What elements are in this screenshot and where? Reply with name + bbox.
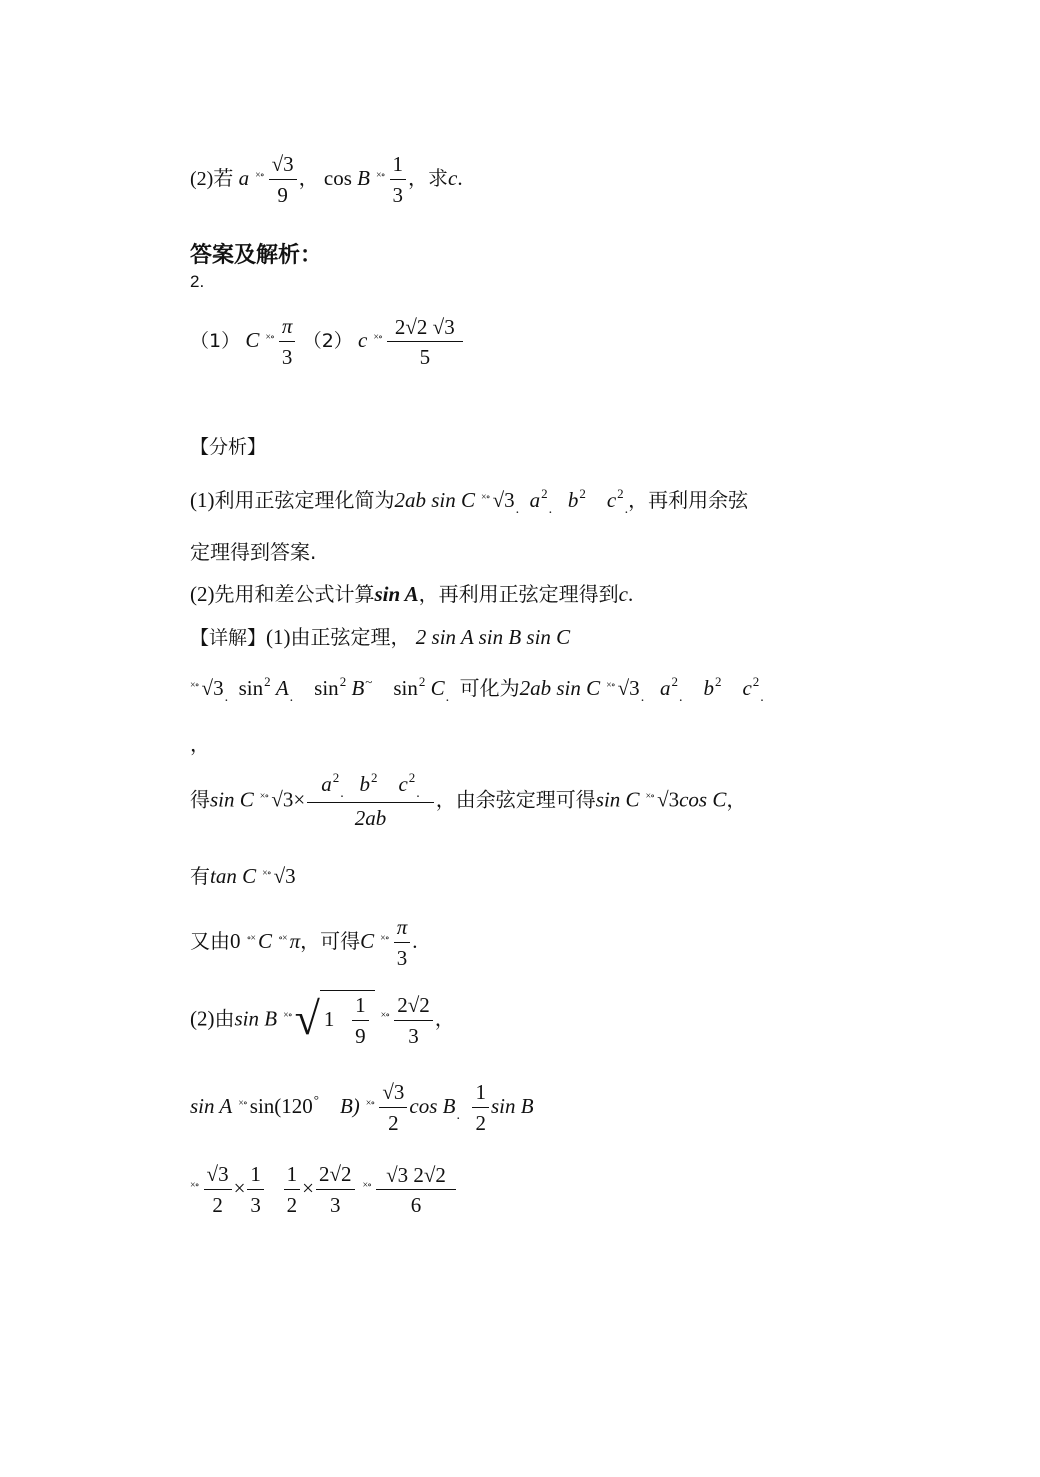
garbled-equals-glyph: ×∘ bbox=[373, 331, 382, 343]
garbled-equals-glyph: ×∘ bbox=[645, 791, 655, 803]
detail-text-6b: ，可得 bbox=[300, 928, 361, 953]
expr-sinA: sin A bbox=[190, 1093, 233, 1118]
expr-tanC: tan C bbox=[210, 864, 257, 888]
sqrt3: √3 bbox=[271, 787, 294, 812]
exponent-2: 2 bbox=[339, 674, 347, 689]
var-b: b bbox=[359, 772, 370, 796]
answer-part-1-label: （1） bbox=[190, 329, 241, 352]
fraction-denominator: 3 bbox=[281, 345, 293, 369]
one: 1 bbox=[323, 1006, 335, 1031]
exponent-2: 2 bbox=[332, 770, 340, 785]
detail-line-4 bbox=[190, 770, 746, 833]
exponent-2: 2 bbox=[671, 674, 678, 689]
expr-cosC: cos C bbox=[679, 787, 727, 812]
you-text: 有 bbox=[190, 864, 210, 888]
detail-line-7 bbox=[190, 990, 455, 1051]
question-line bbox=[190, 150, 463, 210]
fraction-numerator: $a^2_.$ $b^2$ $c^2_.$ bbox=[307, 770, 434, 803]
expr-2ab-sinC: 2ab sin C bbox=[394, 488, 476, 512]
exponent-2: 2 bbox=[370, 770, 378, 785]
detail-part-2: (2) bbox=[190, 1006, 215, 1031]
fraction-denominator: 9 bbox=[355, 1024, 366, 1048]
analysis-line-2: 定理得到答案. bbox=[190, 540, 317, 564]
times-sign: × bbox=[293, 787, 306, 812]
fraction-denominator: 3 bbox=[408, 1023, 419, 1048]
var-a: a bbox=[238, 165, 250, 190]
sqrt3: √3 bbox=[492, 488, 515, 512]
fraction-numerator: 2√2 bbox=[316, 1160, 355, 1190]
garbled-equals-glyph: ×∘ bbox=[481, 492, 490, 503]
fraction-1-over-9 bbox=[352, 991, 369, 1051]
times-sign: × bbox=[302, 1175, 315, 1200]
var-a: a bbox=[529, 488, 541, 512]
fraction-numerator: 2√2 √3 bbox=[387, 313, 463, 342]
fraction-numerator: π bbox=[279, 312, 296, 342]
var-c: c bbox=[398, 772, 408, 796]
garbled-equals-glyph: ×∘ bbox=[262, 868, 271, 879]
zero: 0 bbox=[230, 928, 241, 953]
exponent-2: 2 bbox=[617, 486, 624, 501]
fraction-numerator: √3 bbox=[269, 150, 297, 180]
garbled-equals-glyph: ×∘ bbox=[255, 169, 264, 181]
degree-glyph: ° bbox=[313, 1091, 319, 1107]
fraction-1-over-3 bbox=[390, 150, 407, 210]
fraction-denominator: 6 bbox=[410, 1192, 422, 1217]
fraction-numerator: 1 bbox=[284, 1160, 301, 1190]
detail-line-2: ×∘ $√3_.$ $\sin^2 A_.$ $\sin^2 B^\sim$ $\sin^2 C_.$ 可化为2ab sin C ×∘ $√3_.$ $a^2_.$ $b^2$ $c^2_.$ bbox=[190, 674, 764, 705]
period: . bbox=[628, 582, 634, 606]
fraction-denominator: 3 bbox=[396, 946, 408, 970]
var-c: c bbox=[358, 327, 368, 352]
comma: ， bbox=[408, 165, 429, 190]
expr-sinB: sin B bbox=[490, 1093, 534, 1118]
garbled-lt-glyph: ∘× bbox=[246, 932, 256, 944]
garbled-equals-glyph: ×∘ bbox=[362, 1179, 372, 1191]
fraction-answer-c bbox=[387, 313, 463, 372]
comma: ， bbox=[434, 1006, 455, 1031]
answer-number: 2. bbox=[190, 272, 205, 291]
expr-sinB: sin B bbox=[234, 1006, 278, 1031]
fraction-denominator: 5 bbox=[419, 344, 431, 369]
detail-line-5 bbox=[190, 860, 296, 889]
garbled-equals-glyph: ×∘ bbox=[365, 1097, 375, 1109]
radical-sign: √ bbox=[294, 993, 320, 1044]
fraction-numerator: √3 2√2 bbox=[376, 1161, 456, 1190]
fraction-numerator: √3 bbox=[379, 1078, 407, 1108]
expr-sinA: sin A bbox=[374, 582, 419, 606]
exponent-2: 2 bbox=[752, 674, 760, 689]
garbled-equals-glyph: ×∘ bbox=[238, 1097, 247, 1109]
analysis-text-3b: ，再利用正弦定理得到 bbox=[418, 582, 619, 606]
fraction-denominator: 3 bbox=[392, 183, 404, 207]
detail-text-6: 又由 bbox=[190, 928, 230, 953]
garbled-equals-glyph: ×∘ bbox=[375, 169, 385, 181]
exponent-2: 2 bbox=[264, 674, 271, 689]
tilde-glyph: ~ bbox=[365, 674, 373, 689]
expr-2sinAsinBsinC: 2 sin A sin B sin C bbox=[415, 625, 571, 649]
analysis-label: 【分析】 bbox=[190, 436, 267, 458]
detail-line-1 bbox=[190, 621, 570, 650]
sqrt3: √3 bbox=[273, 864, 296, 888]
fraction-denominator: 2ab bbox=[354, 806, 387, 830]
analysis-part-1: (1) bbox=[190, 488, 215, 512]
detail-text-1: 由正弦定理， bbox=[290, 625, 411, 649]
comma: ， bbox=[726, 787, 747, 812]
exponent-2: 2 bbox=[714, 674, 722, 689]
fraction-sqrt3-over-2 bbox=[379, 1078, 407, 1138]
fraction-numerator: π bbox=[394, 913, 411, 943]
var-C: C bbox=[430, 676, 445, 700]
fraction-final-sinA bbox=[376, 1161, 456, 1220]
part-label: (2) bbox=[190, 167, 214, 190]
sin-text: sin bbox=[314, 676, 339, 700]
var-c: c bbox=[448, 165, 458, 190]
detail-text-7: 由 bbox=[214, 1006, 235, 1031]
detail-line-8: sin A ×∘ sin(120° B) ×∘ $\frac{√3}{2}$ $\cos B_.$ $\frac{1}{2}$ sin B bbox=[190, 1078, 534, 1138]
sin120: sin(120 bbox=[249, 1093, 313, 1118]
var-A: A bbox=[275, 676, 289, 700]
fraction-numerator: 1 bbox=[390, 150, 407, 180]
var-C: C bbox=[258, 928, 273, 953]
ask-text: 求 bbox=[428, 165, 449, 190]
var-b: b bbox=[703, 676, 714, 700]
var-c: c bbox=[618, 582, 628, 606]
var-a: a bbox=[321, 772, 332, 796]
detail-part-1: (1) bbox=[266, 625, 291, 649]
var-c: c bbox=[742, 676, 752, 700]
sin-text: sin bbox=[238, 676, 264, 700]
expr-cosB: cos B bbox=[409, 1093, 456, 1118]
fraction-denominator: 2 bbox=[388, 1111, 399, 1135]
analysis-line-1: (1)利用正弦定理化简为2ab sin C ×∘ $√3_.$ $a^2_.$ $b^2$ $c^2_.$，再利用余弦 bbox=[190, 486, 749, 517]
fraction-1-over-2 bbox=[472, 1078, 489, 1138]
fraction-sqrt3-over-2 bbox=[204, 1160, 232, 1220]
expr-2ab-sinC: 2ab sin C bbox=[519, 676, 601, 700]
exponent-2: 2 bbox=[541, 486, 548, 501]
fraction-1-over-2 bbox=[284, 1160, 301, 1220]
exponent-2: 2 bbox=[408, 770, 416, 785]
de-text: 得 bbox=[190, 787, 210, 812]
sqrt3: √3 bbox=[201, 676, 224, 700]
detail-line-3: ， bbox=[190, 732, 210, 756]
fraction-pi-over-3 bbox=[394, 913, 411, 973]
cos-text: cos bbox=[323, 165, 352, 190]
answer-summary-line bbox=[190, 312, 465, 372]
fraction-1-over-3 bbox=[247, 1160, 264, 1220]
var-B: B bbox=[351, 676, 365, 700]
var-B: B bbox=[357, 165, 370, 190]
analysis-tail: ，再利用余弦 bbox=[628, 488, 749, 512]
garbled-equals-glyph: ×∘ bbox=[380, 1010, 390, 1022]
fraction-numerator: 1 bbox=[472, 1078, 489, 1108]
comma: ， bbox=[298, 165, 319, 190]
analysis-part-2: (2) bbox=[190, 582, 215, 606]
fraction-denominator: 3 bbox=[250, 1193, 261, 1217]
ruo-text: 若 bbox=[213, 165, 234, 190]
pi: π bbox=[289, 928, 301, 953]
fraction-denominator: 2 bbox=[286, 1193, 298, 1217]
fraction-denominator: 2 bbox=[212, 1193, 223, 1217]
answer-part-2-label: （2） bbox=[302, 329, 353, 352]
expr-sinC: sin C bbox=[210, 787, 254, 812]
var-c: c bbox=[606, 488, 617, 512]
period: . bbox=[457, 165, 463, 190]
fraction-numerator: 1 bbox=[247, 1160, 264, 1190]
answer-heading: 答案及解析： bbox=[190, 243, 323, 268]
fraction-numerator: √3 bbox=[204, 1160, 232, 1190]
var-a: a bbox=[659, 676, 671, 700]
fraction-numerator: 1 bbox=[352, 991, 369, 1021]
fraction-denominator: 3 bbox=[330, 1193, 341, 1217]
garbled-equals-glyph: ×∘ bbox=[283, 1010, 292, 1022]
fraction-2sqrt2-over-3 bbox=[394, 991, 433, 1051]
detail-text-2: 可化为 bbox=[459, 676, 520, 700]
times-sign: × bbox=[233, 1175, 246, 1200]
sin-text: sin bbox=[393, 676, 418, 700]
analysis-line-3 bbox=[190, 578, 633, 607]
expr-sinC: sin C bbox=[595, 787, 640, 812]
fraction-a2b2c2-over-2ab bbox=[307, 770, 434, 833]
detail-text-4: ，由余弦定理可得 bbox=[435, 787, 596, 812]
analysis-text-3: 先用和差公式计算 bbox=[214, 582, 375, 606]
fraction-denominator: 2 bbox=[475, 1111, 486, 1135]
analysis-text-1: 利用正弦定理化简为 bbox=[214, 488, 395, 512]
fraction-sqrt3-over-9 bbox=[269, 150, 297, 210]
var-C: C bbox=[245, 327, 260, 352]
garbled-equals-glyph: ×∘ bbox=[380, 932, 389, 944]
garbled-lt-glyph: ∘× bbox=[278, 932, 287, 944]
radicand bbox=[320, 990, 375, 1051]
fraction-2sqrt2-over-3 bbox=[316, 1160, 355, 1220]
garbled-equals-glyph: ×∘ bbox=[606, 680, 615, 691]
sqrt3: √3 bbox=[617, 676, 640, 700]
fraction-denominator: 9 bbox=[277, 183, 288, 207]
var-B-paren: B) bbox=[339, 1093, 360, 1118]
var-b: b bbox=[567, 488, 579, 512]
garbled-equals-glyph: ×∘ bbox=[265, 331, 274, 343]
exponent-2: 2 bbox=[579, 486, 586, 501]
fraction-pi-over-3 bbox=[279, 312, 296, 372]
period: . bbox=[412, 928, 418, 953]
fraction-numerator: 2√2 bbox=[394, 991, 433, 1021]
garbled-equals-glyph: ×∘ bbox=[259, 791, 269, 803]
detail-line-6 bbox=[190, 913, 417, 973]
garbled-equals-glyph: ×∘ bbox=[190, 680, 199, 691]
var-C: C bbox=[360, 928, 375, 953]
exponent-2: 2 bbox=[418, 674, 426, 689]
garbled-equals-glyph: ×∘ bbox=[190, 1179, 199, 1191]
sqrt3: √3 bbox=[657, 787, 680, 812]
detail-line-9 bbox=[190, 1160, 458, 1220]
detail-label: 【详解】 bbox=[190, 627, 267, 649]
